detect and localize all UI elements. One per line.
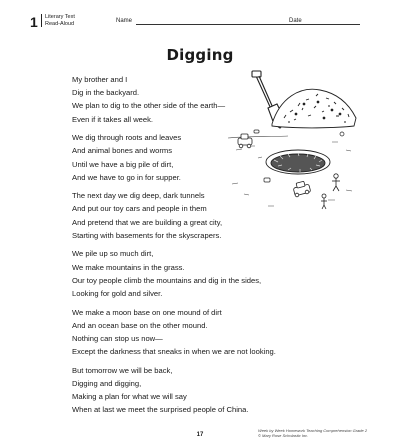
stanza-5 (72, 306, 372, 359)
poem-line: We make a moon base on one mound of dirt (72, 307, 222, 317)
unit-number: 1 (30, 14, 38, 30)
stanza-3 (72, 189, 372, 242)
poem-line: Except the darkness that sneaks in when we are not looking. (72, 347, 276, 357)
poem-line: And animal bones and worms (72, 146, 173, 156)
stanza-6 (72, 364, 372, 417)
poem-line: And we have to go in for supper. (72, 172, 181, 182)
poem-line: We pile up so much dirt, (72, 249, 154, 259)
name-label: Name (116, 18, 133, 24)
poem-line: Looking for gold and silver. (72, 288, 163, 298)
poem-line: Dig in the backyard. (72, 88, 140, 98)
page-number: 17 (196, 432, 204, 438)
poem-line: Digging and digging, (72, 378, 142, 388)
tag-read-aloud: Read-Aloud (45, 20, 75, 27)
poem-line: Until we have a big pile of dirt, (72, 159, 174, 169)
poem-line: And put our toy cars and people in them (72, 204, 207, 214)
poem-line: Making a plan for what we will say (72, 392, 187, 402)
poem-line: The next day we dig deep, dark tunnels (72, 191, 205, 201)
stanza-1 (72, 73, 372, 126)
poem-line: We dig through roots and leaves (72, 133, 182, 143)
poem-line: My brother and I (72, 75, 128, 84)
date-field[interactable] (304, 24, 360, 25)
poem-line: Starting with basements for the skyscrapers. (72, 230, 222, 240)
poem-line: We plan to dig to the other side of the earth— (72, 101, 226, 111)
tag-literary-text: Literary Text (45, 14, 75, 20)
credit-line: © Mary Rose Scholastic Inc. (258, 433, 309, 438)
poem-line: And pretend that we are building a great city, (72, 217, 223, 227)
credit-line: Week by Week Homework Teaching Comprehension Grade 2 (258, 428, 368, 433)
poem-title: Digging (166, 46, 234, 64)
poem-line: Even if it takes all week. (72, 114, 154, 124)
header-tags (41, 14, 75, 27)
poem-line: Nothing can stop us now— (72, 333, 163, 343)
date-label: Date (289, 18, 302, 24)
poem-line: When at last we meet the surprised people of China. (72, 405, 249, 415)
poem-body (72, 73, 372, 422)
poem-line: We make mountains in the grass. (72, 262, 185, 272)
poem-line: And an ocean base on the other mound. (72, 320, 208, 330)
stanza-4 (72, 247, 372, 300)
poem-line: Our toy people climb the mountains and dig in the sides, (72, 275, 262, 285)
poem-line: But tomorrow we will be back, (72, 365, 173, 375)
stanza-2 (72, 131, 372, 184)
